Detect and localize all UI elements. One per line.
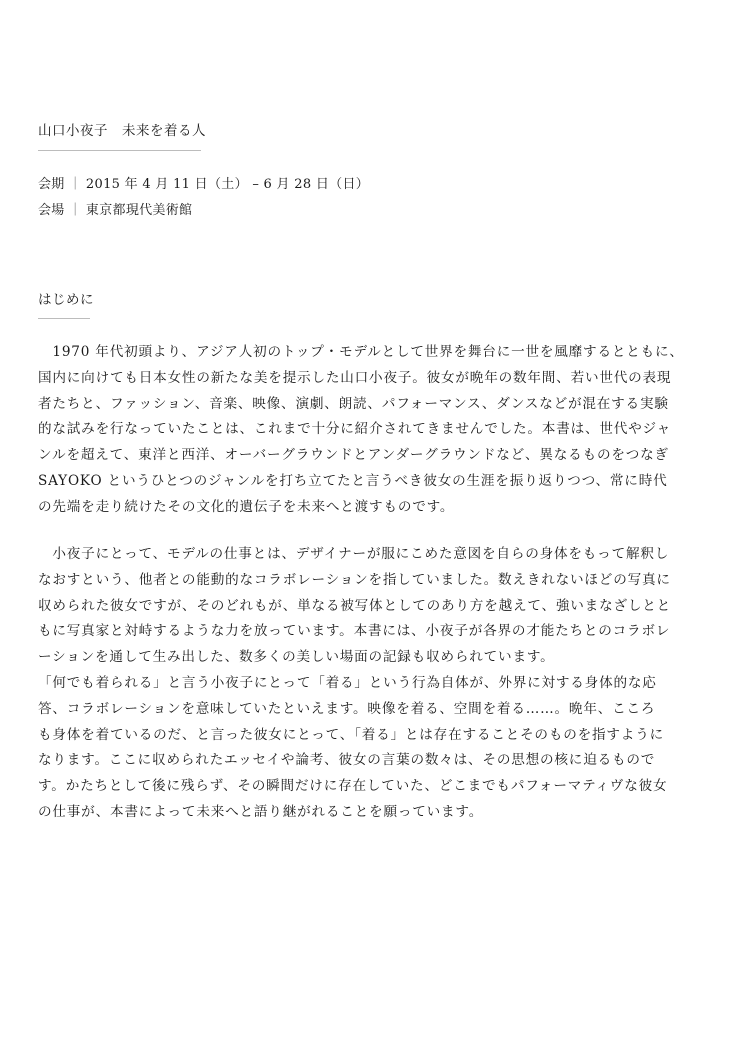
period-separator: ｜ xyxy=(68,177,82,192)
venue-separator: ｜ xyxy=(68,203,82,218)
paragraph-line: なおすという、他者との能動的なコラボレーションを指していました。数えきれないほどの写真に xyxy=(38,571,671,588)
paragraph-line: 国内に向けても日本女性の新たな美を提示した山口小夜子。彼女が晩年の数年間、若い世代の表現 xyxy=(38,369,672,386)
document-title: 山口小夜子 未来を着る人 xyxy=(38,123,206,139)
paragraph-line: 者たちと、ファッション、音楽、映像、演劇、朗読、パフォーマンス、ダンスなどが混在する実験 xyxy=(38,395,669,412)
venue-label: 会場 xyxy=(38,203,65,218)
paragraph-line: も身体を着ているのだ、と言った彼女にとって、「着る」とは存在することそのものを指すように xyxy=(38,726,664,743)
paragraph-line: 収められた彼女ですが、そのどれもが、単なる被写体としてのあり方を越えて、強いまなざしとと xyxy=(38,597,672,614)
section-divider xyxy=(38,318,90,319)
exhibition-venue xyxy=(38,199,192,218)
paragraph-line: SAYOKO というひとつのジャンルを打ち立てたと言うべき彼女の生涯を振り返りつつ、常に時代 xyxy=(38,472,668,489)
paragraph-line: 答、コラボレーションを意味していたといえます。映像を着る、空間を着る……。晩年、こころ xyxy=(38,700,656,717)
intro-paragraph-2 xyxy=(38,542,713,826)
venue-value: 東京都現代美術館 xyxy=(85,203,193,218)
title-divider xyxy=(38,150,201,151)
paragraph-line: の先端を走り続けたその文化的遺伝子を未来へと渡すものです。 xyxy=(38,498,455,515)
paragraph-line: もに写真家と対峙するような力を放っています。本書には、小夜子が各界の才能たちとのコラボレ xyxy=(38,623,671,640)
paragraph-line: す。かたちとして後に残らず、その瞬間だけに存在していた、どこまでもパフォーマティヴな彼女 xyxy=(38,778,668,795)
exhibition-period xyxy=(38,173,369,192)
paragraph-line: 的な試みを行なっていたことは、これまで十分に紹介されてきませんでした。本書は、世代やジャ xyxy=(38,421,672,438)
intro-paragraph-1 xyxy=(38,340,713,521)
paragraph-line: 1970 年代初頭より、アジア人初のトップ・モデルとして世界を舞台に一世を風靡するとともに、 xyxy=(38,344,684,360)
paragraph-line: ーションを通して生み出した、数多くの美しい場面の記録も収められています。 xyxy=(38,649,555,666)
paragraph-line: ンルを超えて、東洋と西洋、オーバーグラウンドとアンダーグラウンドなど、異なるものをつなぎ xyxy=(38,447,669,464)
paragraph-line: 小夜子にとって、モデルの仕事とは、デザイナーが服にこめた意図を自らの身体をもって解釈し xyxy=(38,546,670,562)
section-heading: はじめに xyxy=(38,292,94,308)
paragraph-line: の仕事が、本書によって未来へと語り継がれることを願っています。 xyxy=(38,803,484,820)
paragraph-line: なります。ここに収められたエッセイや論考、彼女の言葉の数々は、その思想の核に迫るもので xyxy=(38,752,656,769)
paragraph-line: 「何でも着られる」と言う小夜子にとって「着る」という行為自体が、外界に対する身体的な応 xyxy=(38,674,657,691)
period-value: 2015 年 4 月 11 日（土） – 6 月 28 日（日） xyxy=(85,177,370,192)
period-label: 会期 xyxy=(38,177,65,192)
